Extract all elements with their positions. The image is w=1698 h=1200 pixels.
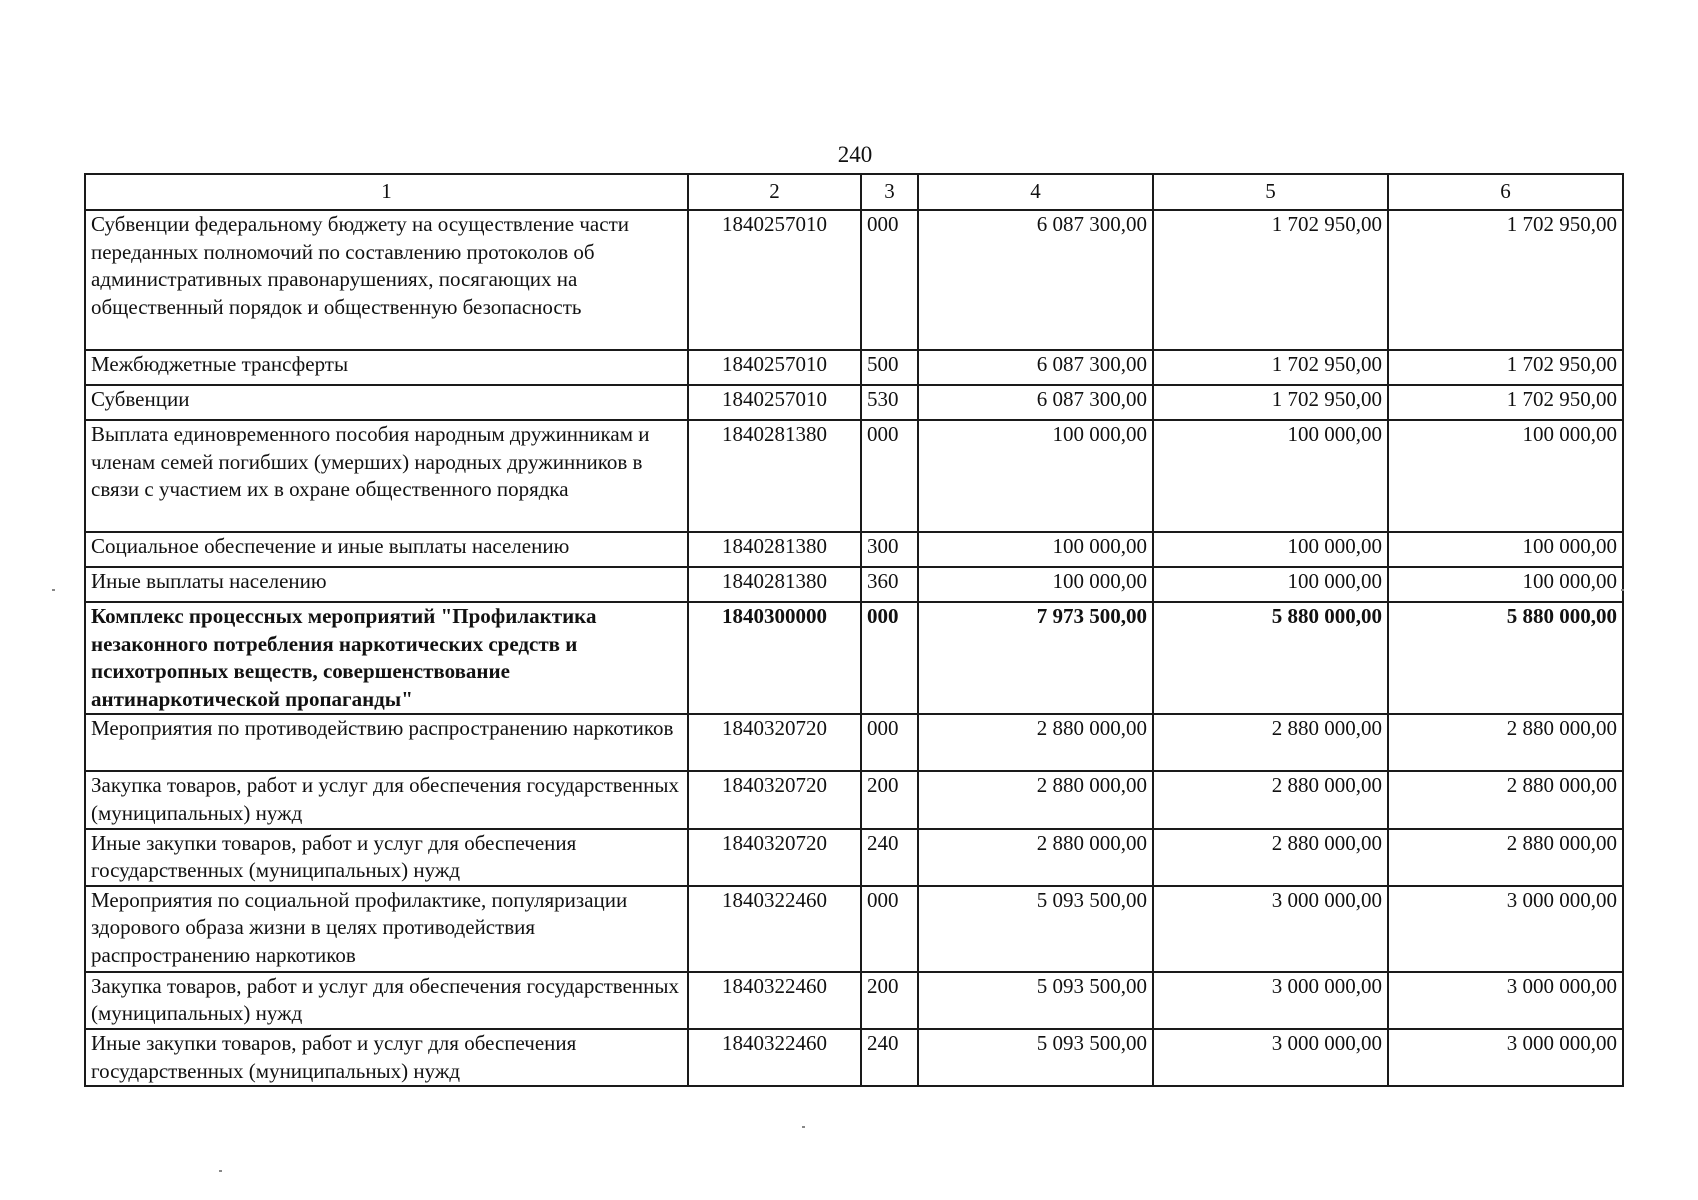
row-sum-col-6: 100 000,00	[1388, 420, 1623, 532]
row-sum-col-4: 5 093 500,00	[918, 886, 1153, 972]
row-sum-col-4: 100 000,00	[918, 532, 1153, 567]
row-target-code: 1840257010	[688, 385, 861, 420]
scan-mark	[802, 1126, 805, 1128]
row-expense-kind: 500	[861, 350, 918, 385]
row-sum-col-5: 2 880 000,00	[1153, 771, 1388, 828]
row-name: Комплекс процессных мероприятий "Профилактика незаконного потребления наркотических средств и психотропных веществ, совершенствование антинаркотической пропаганды"	[85, 602, 688, 714]
row-target-code: 1840322460	[688, 1029, 861, 1086]
row-sum-col-6: 100 000,00	[1388, 532, 1623, 567]
row-name: Субвенции федеральному бюджету на осуществление части переданных полномочий по составлению протоколов об административных правонарушениях, посягающих на общественный порядок и общественную безопасность	[85, 210, 688, 350]
row-sum-col-6: 3 000 000,00	[1388, 886, 1623, 972]
header-col-6: 6	[1388, 174, 1623, 210]
scan-mark	[219, 1170, 222, 1172]
row-sum-col-4: 6 087 300,00	[918, 385, 1153, 420]
table-row	[85, 385, 1623, 420]
row-name: Закупка товаров, работ и услуг для обеспечения государственных (муниципальных) нужд	[85, 771, 688, 828]
row-sum-col-5: 3 000 000,00	[1153, 886, 1388, 972]
header-row	[85, 174, 1623, 210]
row-name: Иные закупки товаров, работ и услуг для обеспечения государственных (муниципальных) нужд	[85, 1029, 688, 1086]
table-row	[85, 886, 1623, 972]
row-sum-col-6: 3 000 000,00	[1388, 972, 1623, 1029]
table-row	[85, 829, 1623, 886]
table-row	[85, 420, 1623, 532]
row-target-code: 1840320720	[688, 771, 861, 828]
row-target-code: 1840322460	[688, 886, 861, 972]
header-col-5: 5	[1153, 174, 1388, 210]
row-name: Субвенции	[85, 385, 688, 420]
header-col-4: 4	[918, 174, 1153, 210]
row-sum-col-5: 2 880 000,00	[1153, 829, 1388, 886]
budget-table	[84, 173, 1624, 1087]
row-name: Мероприятия по социальной профилактике, популяризации здорового образа жизни в целях противодействия распространению наркотиков	[85, 886, 688, 972]
table-row	[85, 1029, 1623, 1086]
page-number: 240	[837, 142, 873, 167]
row-sum-col-5: 2 880 000,00	[1153, 714, 1388, 771]
row-sum-col-6: 3 000 000,00	[1388, 1029, 1623, 1086]
row-sum-col-4: 100 000,00	[918, 567, 1153, 602]
row-target-code: 1840281380	[688, 567, 861, 602]
row-name: Выплата единовременного пособия народным дружинникам и членам семей погибших (умерших) народных дружинников в связи с участием их в охране общественного порядка	[85, 420, 688, 532]
table-row	[85, 602, 1623, 714]
table-row	[85, 771, 1623, 828]
row-name: Межбюджетные трансферты	[85, 350, 688, 385]
row-sum-col-4: 6 087 300,00	[918, 350, 1153, 385]
row-sum-col-5: 1 702 950,00	[1153, 210, 1388, 350]
table-row	[85, 350, 1623, 385]
row-expense-kind: 200	[861, 972, 918, 1029]
row-target-code: 1840320720	[688, 829, 861, 886]
row-expense-kind: 530	[861, 385, 918, 420]
row-sum-col-4: 5 093 500,00	[918, 972, 1153, 1029]
row-target-code: 1840300000	[688, 602, 861, 714]
row-sum-col-5: 100 000,00	[1153, 532, 1388, 567]
row-target-code: 1840257010	[688, 350, 861, 385]
row-name: Иные выплаты населению	[85, 567, 688, 602]
row-expense-kind: 000	[861, 420, 918, 532]
row-sum-col-4: 7 973 500,00	[918, 602, 1153, 714]
row-sum-col-4: 6 087 300,00	[918, 210, 1153, 350]
table-row	[85, 972, 1623, 1029]
row-sum-col-6: 2 880 000,00	[1388, 771, 1623, 828]
header-col-2: 2	[688, 174, 861, 210]
row-expense-kind: 240	[861, 1029, 918, 1086]
row-target-code: 1840281380	[688, 532, 861, 567]
row-sum-col-6: 1 702 950,00	[1388, 385, 1623, 420]
row-sum-col-4: 2 880 000,00	[918, 771, 1153, 828]
row-target-code: 1840322460	[688, 972, 861, 1029]
row-sum-col-5: 1 702 950,00	[1153, 350, 1388, 385]
header-col-1: 1	[85, 174, 688, 210]
row-sum-col-5: 5 880 000,00	[1153, 602, 1388, 714]
row-expense-kind: 300	[861, 532, 918, 567]
row-target-code: 1840281380	[688, 420, 861, 532]
row-sum-col-6: 1 702 950,00	[1388, 350, 1623, 385]
row-sum-col-5: 1 702 950,00	[1153, 385, 1388, 420]
row-sum-col-4: 5 093 500,00	[918, 1029, 1153, 1086]
row-sum-col-5: 100 000,00	[1153, 567, 1388, 602]
table-body	[85, 210, 1623, 1086]
row-expense-kind: 360	[861, 567, 918, 602]
scan-mark	[1621, 589, 1624, 591]
row-expense-kind: 000	[861, 602, 918, 714]
table-row	[85, 532, 1623, 567]
row-sum-col-6: 2 880 000,00	[1388, 829, 1623, 886]
row-target-code: 1840257010	[688, 210, 861, 350]
row-sum-col-4: 100 000,00	[918, 420, 1153, 532]
row-sum-col-5: 100 000,00	[1153, 420, 1388, 532]
row-sum-col-6: 1 702 950,00	[1388, 210, 1623, 350]
row-expense-kind: 000	[861, 210, 918, 350]
table-row	[85, 210, 1623, 350]
header-col-3: 3	[861, 174, 918, 210]
row-name: Мероприятия по противодействию распространению наркотиков	[85, 714, 688, 771]
table-row	[85, 714, 1623, 771]
row-sum-col-6: 100 000,00	[1388, 567, 1623, 602]
row-target-code: 1840320720	[688, 714, 861, 771]
scan-mark	[52, 589, 55, 591]
row-sum-col-4: 2 880 000,00	[918, 714, 1153, 771]
row-name: Иные закупки товаров, работ и услуг для обеспечения государственных (муниципальных) нужд	[85, 829, 688, 886]
row-sum-col-5: 3 000 000,00	[1153, 972, 1388, 1029]
row-sum-col-4: 2 880 000,00	[918, 829, 1153, 886]
row-sum-col-5: 3 000 000,00	[1153, 1029, 1388, 1086]
row-expense-kind: 200	[861, 771, 918, 828]
row-name: Социальное обеспечение и иные выплаты населению	[85, 532, 688, 567]
row-expense-kind: 240	[861, 829, 918, 886]
row-expense-kind: 000	[861, 886, 918, 972]
row-sum-col-6: 2 880 000,00	[1388, 714, 1623, 771]
table-row	[85, 567, 1623, 602]
row-sum-col-6: 5 880 000,00	[1388, 602, 1623, 714]
row-expense-kind: 000	[861, 714, 918, 771]
row-name: Закупка товаров, работ и услуг для обеспечения государственных (муниципальных) нужд	[85, 972, 688, 1029]
table-header	[85, 174, 1623, 210]
